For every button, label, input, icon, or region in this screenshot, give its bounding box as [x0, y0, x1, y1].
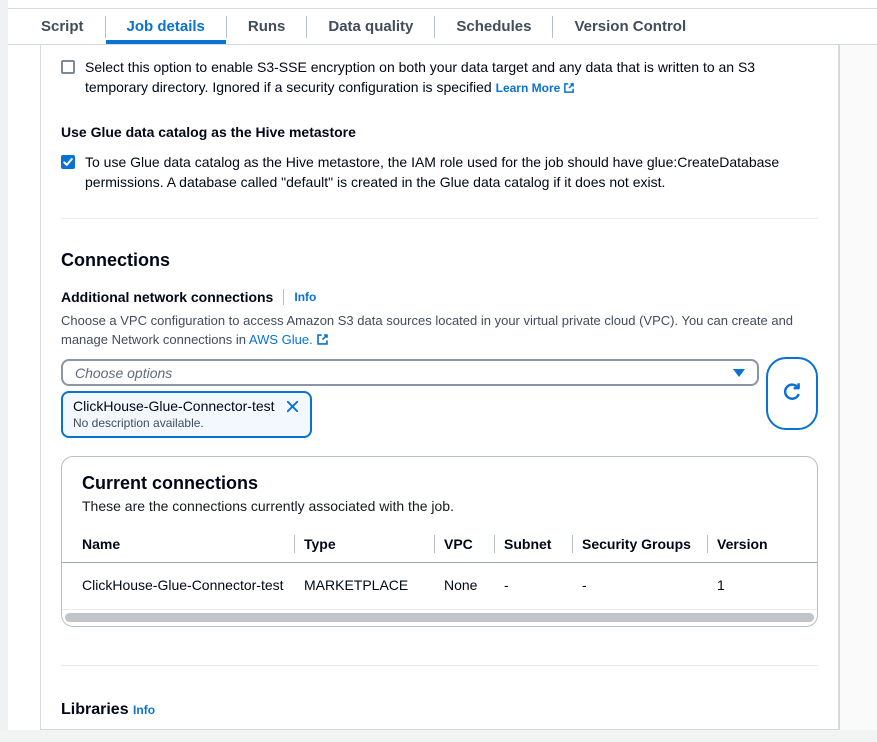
s3-sse-encryption-checkbox[interactable]	[61, 60, 75, 74]
cell-subnet: -	[494, 563, 572, 610]
tab-data-quality-label: Data quality	[328, 18, 414, 35]
additional-network-connections-label: Additional network connections	[61, 289, 274, 305]
tab-job-details[interactable]	[106, 9, 226, 44]
learn-more-link[interactable]: Learn More	[496, 81, 576, 95]
tab-script-label: Script	[41, 18, 84, 35]
scrollbar-thumb[interactable]	[65, 613, 814, 622]
tab-runs-label: Runs	[247, 18, 286, 35]
cell-type: MARKETPLACE	[294, 563, 434, 610]
cell-version: 1	[707, 563, 817, 610]
job-details-panel	[40, 45, 839, 730]
tab-version-control[interactable]	[553, 9, 707, 44]
cell-vpc: None	[434, 563, 494, 610]
selected-connection-token	[61, 391, 312, 438]
aws-glue-link[interactable]: AWS Glue.	[248, 332, 313, 347]
table-row	[62, 563, 817, 610]
section-divider	[61, 218, 818, 219]
libraries-info-link[interactable]: Info	[133, 703, 156, 717]
column-header-subnet: Subnet	[494, 526, 572, 563]
token-description: No description available.	[73, 416, 204, 430]
check-icon	[63, 157, 73, 167]
tab-bar	[8, 8, 877, 45]
external-link-icon	[563, 80, 575, 100]
tab-job-details-label: Job details	[126, 18, 205, 35]
section-divider	[61, 665, 818, 666]
refresh-icon	[781, 381, 803, 406]
cell-security-groups: -	[572, 563, 707, 610]
current-connections-subtitle: These are the connections currently associated with the job.	[82, 498, 454, 514]
dismiss-token-icon[interactable]	[285, 399, 300, 414]
current-connections-card	[61, 456, 818, 627]
token-label: ClickHouse-Glue-Connector-test	[73, 398, 275, 414]
libraries-heading: Libraries Info	[61, 701, 156, 718]
chevron-down-icon	[733, 369, 745, 377]
s3-sse-encryption-label: Select this option to enable S3-SSE encryption on both your data target and any data that is written to an S3 temporary directory. Ignored if a security configuration is specified Learn More	[85, 57, 818, 100]
hive-metastore-checkbox[interactable]	[61, 155, 75, 169]
hive-metastore-option	[61, 152, 818, 192]
tab-schedules-label: Schedules	[456, 18, 532, 35]
connection-select-area	[61, 359, 818, 438]
network-connections-select[interactable]	[61, 359, 759, 386]
tab-version-control-label: Version Control	[574, 18, 687, 35]
external-link-icon	[316, 332, 329, 351]
s3-sse-encryption-option	[61, 57, 818, 100]
connections-info-link[interactable]: Info	[294, 290, 317, 304]
table-header-row	[62, 526, 817, 563]
column-header-vpc: VPC	[434, 526, 494, 563]
tab-data-quality[interactable]	[307, 9, 434, 44]
page-bottom-strip	[0, 730, 877, 742]
label-divider	[283, 289, 284, 305]
current-connections-heading: Current connections	[82, 473, 259, 493]
tab-schedules[interactable]	[435, 9, 552, 44]
cell-name: ClickHouse-Glue-Connector-test	[62, 563, 294, 610]
outside-panel-right	[839, 45, 877, 730]
horizontal-scrollbar[interactable]	[64, 612, 815, 623]
select-placeholder: Choose options	[75, 364, 173, 381]
tab-script[interactable]	[20, 9, 105, 44]
refresh-connections-button[interactable]	[766, 357, 818, 430]
column-header-type: Type	[294, 526, 434, 563]
tab-runs[interactable]	[227, 9, 307, 44]
column-header-name: Name	[82, 536, 121, 552]
additional-network-connections-row	[61, 287, 818, 307]
hive-metastore-label: To use Glue data catalog as the Hive metastore, the IAM role used for the job should have glue:CreateDatabase permissions. A database called "default" is created in the Glue data catalog if it does not exist.	[85, 154, 780, 190]
page-left-gutter	[0, 0, 8, 730]
connections-table	[62, 526, 817, 610]
column-header-security-groups: Security Groups	[572, 526, 707, 563]
hive-metastore-heading: Use Glue data catalog as the Hive metastore	[61, 124, 356, 140]
column-header-version: Version	[707, 526, 817, 563]
connections-description: Choose a VPC configuration to access Amazon S3 data sources located in your virtual private cloud (VPC). You can create and manage Network connections in AWS Glue.	[61, 311, 818, 351]
connections-heading: Connections	[61, 250, 171, 270]
